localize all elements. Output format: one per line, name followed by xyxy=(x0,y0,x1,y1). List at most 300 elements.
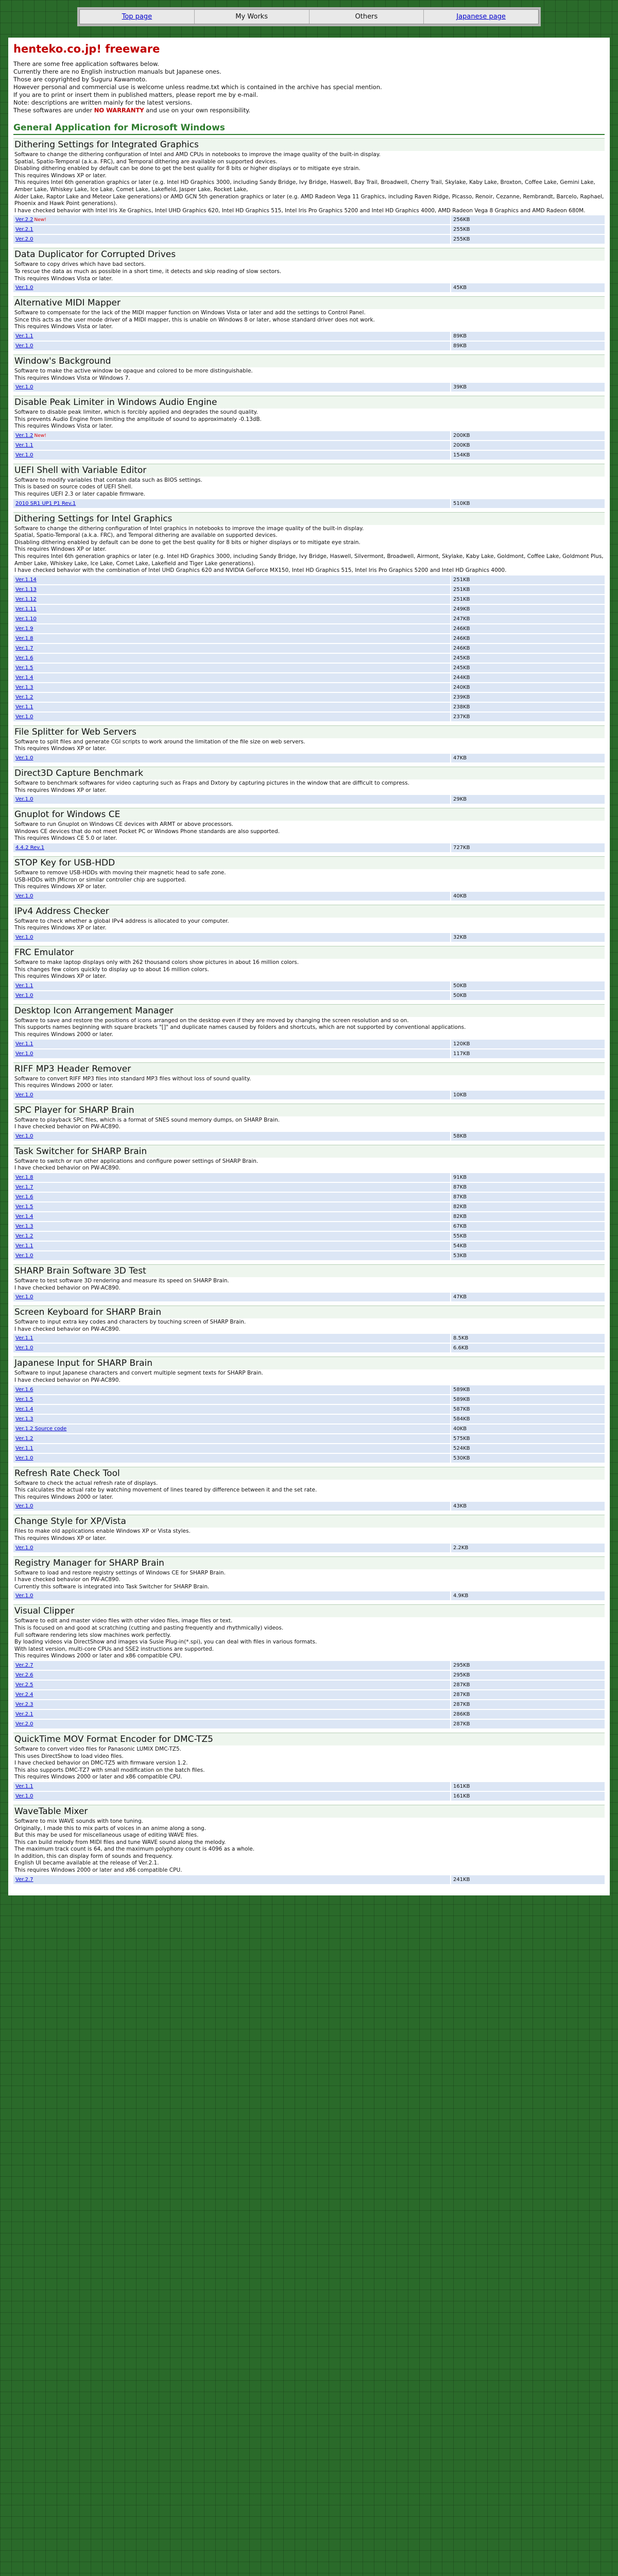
version-download-link[interactable]: Ver.1.14 xyxy=(15,577,37,583)
version-table xyxy=(13,1502,605,1512)
file-size: 246KB xyxy=(451,624,605,634)
app-description-line: Software to convert RIFF MP3 files into standard MP3 files without loss of sound quality. xyxy=(14,1075,251,1082)
version-cell xyxy=(13,843,451,853)
version-cell xyxy=(13,1293,451,1302)
version-row xyxy=(13,1173,605,1182)
app-description xyxy=(14,739,605,753)
version-table xyxy=(13,933,605,943)
version-row xyxy=(13,1791,605,1801)
version-row xyxy=(13,1680,605,1690)
version-cell xyxy=(13,1395,451,1404)
version-download-link[interactable]: Ver.1.0 xyxy=(15,755,33,761)
app-description-line: But this may be used for miscellaneous usage of editing WAVE files. xyxy=(14,1832,199,1839)
version-download-link[interactable]: Ver.1.3 xyxy=(15,1224,33,1230)
version-download-link[interactable]: Ver.1.3 xyxy=(15,684,33,690)
version-download-link[interactable]: Ver.1.0 xyxy=(15,285,33,291)
app-section xyxy=(13,767,605,805)
file-size: 120KB xyxy=(451,1040,605,1049)
app-description-line: This supports names beginning with square brackets "[]" and duplicate names caused by folders and shortcuts, which are not supported by conventional applications. xyxy=(14,1024,466,1031)
file-size: 29KB xyxy=(451,795,605,804)
app-description-line: This requires Windows XP or later. xyxy=(14,172,107,179)
file-size: 249KB xyxy=(451,604,605,614)
version-cell xyxy=(13,1782,451,1791)
app-title: Change Style for XP/Vista xyxy=(13,1515,605,1528)
file-size: 47KB xyxy=(451,1293,605,1302)
version-cell xyxy=(13,1791,451,1801)
version-download-link[interactable]: Ver.1.7 xyxy=(15,1184,33,1191)
app-description-line: This prevents Audio Engine from limiting the amplitude of sound to approximately -0.13dB. xyxy=(14,416,262,422)
version-cell xyxy=(13,1434,451,1444)
version-download-link[interactable]: Ver.1.1 xyxy=(15,1783,33,1789)
app-description-line: This requires Windows XP or later. xyxy=(14,884,107,890)
version-row xyxy=(13,1709,605,1719)
version-cell xyxy=(13,450,451,460)
version-row xyxy=(13,499,605,509)
version-cell xyxy=(13,643,451,653)
app-section xyxy=(13,1145,605,1261)
version-download-link[interactable]: Ver.1.2 xyxy=(15,1233,33,1240)
version-row xyxy=(13,440,605,450)
version-download-link[interactable]: Ver.1.13 xyxy=(15,586,37,592)
version-download-link[interactable]: Ver.1.0 xyxy=(15,1092,33,1098)
app-description-line: Files to make old applications enable Windows XP or Vista styles. xyxy=(14,1528,191,1535)
version-row xyxy=(13,634,605,643)
version-download-link[interactable]: Ver.1.0 xyxy=(15,1294,33,1300)
version-download-link[interactable]: 2010 SR1 UP1 P1 Rev.1 xyxy=(15,500,76,506)
app-description-line: Alder Lake, Raptor Lake and Meteor Lake generations) or AMD GCN 5th generation graphics or later (e.g. AMD Radeon Vega 11 Graphics, including Raven Ridge, Picasso, Renoir, Cezanne, Rembrandt, Barcelo, Raphael, Phoenix and Hawk Point generations). xyxy=(14,193,604,207)
app-section xyxy=(13,296,605,351)
warranty-text-after: and use on your own responsibility. xyxy=(144,107,251,114)
version-row xyxy=(13,585,605,595)
nav-bar xyxy=(79,9,539,24)
version-cell xyxy=(13,712,451,722)
version-row xyxy=(13,683,605,692)
app-section xyxy=(13,512,605,722)
version-download-link[interactable]: Ver.1.5 xyxy=(15,1204,33,1210)
version-cell xyxy=(13,663,451,673)
version-cell xyxy=(13,1591,451,1601)
version-download-link[interactable]: Ver.1.3 xyxy=(15,1416,33,1422)
file-size: 87KB xyxy=(451,1192,605,1202)
version-download-link[interactable]: Ver.2.6 xyxy=(15,1672,33,1678)
version-table xyxy=(13,499,605,509)
file-size: 47KB xyxy=(451,754,605,763)
nav-cell xyxy=(424,10,538,24)
app-description xyxy=(14,1370,605,1384)
app-title: Data Duplicator for Corrupted Drives xyxy=(13,248,605,261)
file-size: 245KB xyxy=(451,663,605,673)
file-size: 255KB xyxy=(451,225,605,234)
new-badge: New! xyxy=(34,433,46,438)
app-description-line: This requires Intel 6th generation graphics or later (e.g. Intel HD Graphics 3000, including Sandy Bridge, Ivy Bridge, Haswell, Bay Trail, Broadwell, Cherry Trail, Skylake, Kaby Lake, Broxton, Coffee Lake, Gemini Lake, Amber Lake, Whiskey Lake, Ice Lake, Comet Lake, Lakefield, Jasper Lake, Rocket Lake, xyxy=(14,179,595,193)
category-heading: General Application for Microsoft Windows xyxy=(13,123,605,135)
app-description-line: This requires UEFI 2.3 or later capable firmware. xyxy=(14,491,145,498)
version-cell xyxy=(13,1424,451,1434)
version-cell xyxy=(13,1343,451,1353)
version-download-link[interactable]: Ver.1.0 xyxy=(15,1050,33,1057)
version-download-link[interactable]: Ver.2.1 xyxy=(15,227,33,233)
file-size: 117KB xyxy=(451,1049,605,1059)
file-size: 575KB xyxy=(451,1434,605,1444)
version-download-link[interactable]: Ver.2.4 xyxy=(15,1691,33,1698)
version-download-link[interactable]: Ver.2.5 xyxy=(15,1682,33,1688)
file-size: 240KB xyxy=(451,683,605,692)
app-title: File Splitter for Web Servers xyxy=(13,725,605,738)
version-row xyxy=(13,1700,605,1709)
version-cell xyxy=(13,1414,451,1424)
version-cell xyxy=(13,1173,451,1182)
version-download-link[interactable]: Ver.1.4 xyxy=(15,1406,33,1412)
version-row xyxy=(13,712,605,722)
version-download-link[interactable]: Ver.1.1 xyxy=(15,1041,33,1047)
file-size: 154KB xyxy=(451,450,605,460)
nav-link-top-page[interactable]: Top page xyxy=(122,13,152,21)
app-title: IPv4 Address Checker xyxy=(13,905,605,918)
app-title: Dithering Settings for Intel Graphics xyxy=(13,512,605,525)
app-title: WaveTable Mixer xyxy=(13,1805,605,1818)
version-cell xyxy=(13,1202,451,1212)
app-description-line: This requires Windows XP or later. xyxy=(14,1535,107,1541)
version-download-link[interactable]: Ver.2.7 xyxy=(15,1876,33,1883)
app-description-line: This requires Windows 2000 or later and x86 compatible CPU. xyxy=(14,1653,182,1659)
version-row xyxy=(13,843,605,853)
version-row xyxy=(13,892,605,901)
version-download-link[interactable]: Ver.1.0 xyxy=(15,1593,33,1599)
version-cell xyxy=(13,215,451,225)
version-cell xyxy=(13,595,451,604)
app-section xyxy=(13,856,605,902)
app-description-line: This changes few colors quickly to display up to about 16 million colors. xyxy=(14,966,209,973)
version-cell xyxy=(13,1690,451,1700)
nav-label-my-works: My Works xyxy=(235,13,268,21)
app-section xyxy=(13,1004,605,1059)
version-download-link[interactable]: Ver.1.1 xyxy=(15,1445,33,1451)
app-description-line: This requires Windows XP or later. xyxy=(14,925,107,931)
app-section xyxy=(13,1104,605,1142)
app-description-line: This uses DirectShow to load video files. xyxy=(14,1753,124,1759)
version-download-link[interactable]: Ver.1.5 xyxy=(15,665,33,671)
app-section xyxy=(13,808,605,853)
app-description-line: English UI became available at the release of Ver.2.1. xyxy=(14,1860,159,1867)
version-download-link[interactable]: Ver.1.8 xyxy=(15,1175,33,1181)
version-row xyxy=(13,1690,605,1700)
version-cell xyxy=(13,892,451,901)
file-size: 245KB xyxy=(451,653,605,663)
app-description-line: In addition, this can display form of sounds and frequency. xyxy=(14,1853,173,1859)
version-download-link[interactable]: Ver.1.0 xyxy=(15,1545,33,1551)
version-table xyxy=(13,1782,605,1802)
app-title: QuickTime MOV Format Encoder for DMC-TZ5 xyxy=(13,1733,605,1745)
version-download-link[interactable]: Ver.1.4 xyxy=(15,674,33,681)
version-row xyxy=(13,1404,605,1414)
file-size: 589KB xyxy=(451,1385,605,1395)
version-cell xyxy=(13,604,451,614)
file-size: 45KB xyxy=(451,283,605,293)
version-row xyxy=(13,1049,605,1059)
version-cell xyxy=(13,234,451,244)
file-size: 246KB xyxy=(451,643,605,653)
version-download-link[interactable]: Ver.1.0 xyxy=(15,1455,33,1461)
app-title: Gnuplot for Windows CE xyxy=(13,808,605,821)
version-row xyxy=(13,1222,605,1231)
version-download-link[interactable]: Ver.1.1 xyxy=(15,333,33,339)
version-table xyxy=(13,575,605,722)
version-download-link[interactable]: Ver.1.0 xyxy=(15,1253,33,1259)
version-download-link[interactable]: Ver.1.0 xyxy=(15,384,33,391)
version-table xyxy=(13,1132,605,1142)
version-download-link[interactable]: 4.4.2 Rev.1 xyxy=(15,844,44,851)
file-size: 247KB xyxy=(451,614,605,624)
version-cell xyxy=(13,383,451,392)
app-description xyxy=(14,261,605,282)
version-row xyxy=(13,341,605,351)
version-cell xyxy=(13,1241,451,1251)
version-row xyxy=(13,1444,605,1453)
app-section xyxy=(13,1604,605,1730)
version-cell xyxy=(13,1212,451,1222)
version-cell xyxy=(13,1444,451,1453)
version-cell xyxy=(13,634,451,643)
version-download-link[interactable]: Ver.1.7 xyxy=(15,645,33,651)
version-row xyxy=(13,1212,605,1222)
app-title: RIFF MP3 Header Remover xyxy=(13,1062,605,1075)
version-cell xyxy=(13,702,451,712)
app-section xyxy=(13,905,605,943)
version-cell xyxy=(13,653,451,663)
version-cell xyxy=(13,1453,451,1463)
app-description-line: This is based on source codes of UEFI Shell. xyxy=(14,484,133,490)
version-cell xyxy=(13,673,451,683)
nav-link-japanese-page[interactable]: Japanese page xyxy=(456,13,506,21)
app-description-line: Software to benchmark softwares for video capturing such as Fraps and Dxtory by capturing pictures in the window that are difficult to compress. xyxy=(14,780,409,786)
file-size: 295KB xyxy=(451,1670,605,1680)
app-description xyxy=(14,310,605,331)
version-download-link[interactable]: Ver.2.3 xyxy=(15,1701,33,1707)
version-download-link[interactable]: Ver.1.5 xyxy=(15,1396,33,1402)
version-download-link[interactable]: Ver.2.0 xyxy=(15,1721,33,1727)
version-row xyxy=(13,383,605,392)
version-download-link[interactable]: Ver.1.0 xyxy=(15,992,33,998)
version-row xyxy=(13,1182,605,1192)
version-download-link[interactable]: Ver.1.4 xyxy=(15,1214,33,1220)
version-download-link[interactable]: Ver.1.0 xyxy=(15,893,33,899)
file-size: 246KB xyxy=(451,634,605,643)
app-section xyxy=(13,354,605,393)
version-download-link[interactable]: Ver.1.2 xyxy=(15,1435,33,1442)
version-row xyxy=(13,1434,605,1444)
app-description-line: I have checked behavior on PW-AC890. xyxy=(14,1377,121,1384)
version-cell xyxy=(13,1049,451,1059)
version-download-link[interactable]: Ver.1.0 xyxy=(15,1133,33,1139)
app-description xyxy=(14,1117,605,1131)
file-size: 251KB xyxy=(451,575,605,585)
version-row xyxy=(13,595,605,604)
app-description xyxy=(14,1158,605,1172)
version-download-link[interactable]: Ver.1.0 xyxy=(15,1503,33,1510)
version-download-link[interactable]: Ver.1.1 xyxy=(15,1243,33,1249)
app-description-line: This requires Windows Vista or later. xyxy=(14,275,113,282)
file-size: 287KB xyxy=(451,1719,605,1729)
version-download-link[interactable]: Ver.2.7 xyxy=(15,1662,33,1668)
intro-line: Currently there are no English instruction manuals but Japanese ones. xyxy=(13,68,221,75)
version-cell xyxy=(13,1709,451,1719)
app-title: Screen Keyboard for SHARP Brain xyxy=(13,1306,605,1318)
app-section xyxy=(13,1357,605,1463)
app-section xyxy=(13,1805,605,1885)
version-download-link[interactable]: Ver.1.0 xyxy=(15,452,33,458)
intro-line: If you are to print or insert them in published matters, please report me by e-mail. xyxy=(13,91,259,98)
version-table xyxy=(13,981,605,1001)
version-cell xyxy=(13,1404,451,1414)
file-size: 524KB xyxy=(451,1444,605,1453)
app-description xyxy=(14,821,605,842)
version-download-link[interactable]: Ver.1.0 xyxy=(15,1793,33,1799)
version-table xyxy=(13,1334,605,1353)
version-download-link[interactable]: Ver.1.0 xyxy=(15,714,33,720)
version-download-link[interactable]: Ver.1.9 xyxy=(15,625,33,632)
version-cell xyxy=(13,1182,451,1192)
version-download-link[interactable]: Ver.1.6 xyxy=(15,1386,33,1393)
version-row xyxy=(13,1424,605,1434)
version-row xyxy=(13,431,605,440)
file-size: 10KB xyxy=(451,1091,605,1100)
file-size: 50KB xyxy=(451,981,605,991)
version-cell xyxy=(13,1661,451,1670)
app-description-line: Spatial, Spatio-Temporal (a.k.a. FRC), and Temporal dithering are available on supported devices. xyxy=(14,158,278,165)
app-title: Desktop Icon Arrangement Manager xyxy=(13,1004,605,1017)
file-size: 89KB xyxy=(451,341,605,351)
version-cell xyxy=(13,624,451,634)
app-title: Direct3D Capture Benchmark xyxy=(13,767,605,779)
file-size: 200KB xyxy=(451,440,605,450)
app-description-line: This requires Windows XP or later. xyxy=(14,546,107,553)
app-description-line: Software to input extra key codes and characters by touching screen of SHARP Brain. xyxy=(14,1319,246,1326)
version-cell xyxy=(13,585,451,595)
file-size: 54KB xyxy=(451,1241,605,1251)
version-download-link[interactable]: Ver.2.1 xyxy=(15,1711,33,1717)
app-description-line: This requires Windows Vista or Windows 7. xyxy=(14,375,130,381)
version-download-link[interactable]: Ver.1.2 Source code xyxy=(15,1426,67,1432)
app-title: Task Switcher for SHARP Brain xyxy=(13,1145,605,1158)
app-description-line: Software to check the actual refresh rate of displays. xyxy=(14,1480,158,1486)
file-size: 40KB xyxy=(451,892,605,901)
version-table xyxy=(13,431,605,461)
version-row xyxy=(13,332,605,341)
version-cell xyxy=(13,1334,451,1343)
file-size: 255KB xyxy=(451,234,605,244)
app-description-line: To rescue the data as much as possible in a short time, it detects and skip reading of slow sectors. xyxy=(14,268,282,275)
file-size: 287KB xyxy=(451,1680,605,1690)
app-description-line: This requires Windows XP or later. xyxy=(14,973,107,980)
version-cell xyxy=(13,683,451,692)
version-download-link[interactable]: Ver.1.0 xyxy=(15,934,33,940)
version-cell xyxy=(13,1231,451,1241)
version-cell xyxy=(13,754,451,763)
version-row xyxy=(13,933,605,942)
app-description-line: I have checked behavior on PW-AC890. xyxy=(14,1124,121,1130)
app-description-line: This requires Windows Vista or later. xyxy=(14,324,113,330)
file-size: 241KB xyxy=(451,1875,605,1885)
version-download-link[interactable]: Ver.1.1 xyxy=(15,442,33,448)
version-row xyxy=(13,1293,605,1302)
version-download-link[interactable]: Ver.1.6 xyxy=(15,655,33,661)
version-download-link[interactable]: Ver.1.0 xyxy=(15,796,33,803)
file-size: 39KB xyxy=(451,383,605,392)
app-description xyxy=(14,1480,605,1501)
version-download-link[interactable]: Ver.1.11 xyxy=(15,606,37,612)
version-row xyxy=(13,225,605,234)
site-title: henteko.co.jp! freeware xyxy=(13,43,160,55)
version-cell xyxy=(13,341,451,351)
version-row xyxy=(13,673,605,683)
version-download-link[interactable]: Ver.1.8 xyxy=(15,635,33,641)
file-size: 244KB xyxy=(451,673,605,683)
version-row xyxy=(13,575,605,585)
version-download-link[interactable]: Ver.1.1 xyxy=(15,1335,33,1342)
version-download-link[interactable]: Ver.1.0 xyxy=(15,343,33,349)
version-row xyxy=(13,234,605,244)
intro-text xyxy=(13,60,605,107)
app-description xyxy=(14,409,605,430)
version-row xyxy=(13,795,605,804)
version-row xyxy=(13,1334,605,1343)
file-size: 89KB xyxy=(451,332,605,341)
version-download-link[interactable]: Ver.1.12 xyxy=(15,596,37,602)
app-description-line: This also supports DMC-TZ7 with small modification on the batch files. xyxy=(14,1767,205,1773)
version-row xyxy=(13,1782,605,1791)
version-row xyxy=(13,1591,605,1601)
version-download-link[interactable]: Ver.1.2 xyxy=(15,432,33,438)
app-section xyxy=(13,138,605,245)
app-description-line: Software to load and restore registry settings of Windows CE for SHARP Brain. xyxy=(14,1569,226,1576)
app-description-line: This requires Windows CE 5.0 or later. xyxy=(14,835,117,842)
version-download-link[interactable]: Ver.1.1 xyxy=(15,704,33,710)
app-description-line: I have checked behavior with the combination of Intel UHD Graphics 620 and NVIDIA GeForce MX150, Intel HD Graphics 515, Intel Iris Pro Graphics 5200 and Intel HD Graphics 4000. xyxy=(14,567,507,574)
app-title: Registry Manager for SHARP Brain xyxy=(13,1556,605,1569)
version-download-link[interactable]: Ver.1.6 xyxy=(15,1194,33,1200)
version-download-link[interactable]: Ver.1.1 xyxy=(15,982,33,989)
app-description-line: Spatial, Spatio-Temporal (a.k.a. FRC), and Temporal dithering are available on supported devices. xyxy=(14,532,278,539)
version-download-link[interactable]: Ver.2.2 xyxy=(15,217,33,223)
file-size: 584KB xyxy=(451,1414,605,1424)
version-row xyxy=(13,1343,605,1353)
version-cell xyxy=(13,1502,451,1511)
version-cell xyxy=(13,981,451,991)
version-download-link[interactable]: Ver.1.10 xyxy=(15,616,37,622)
file-size: 239KB xyxy=(451,692,605,702)
app-description xyxy=(14,1528,605,1542)
app-description-line: This requires Windows XP or later. xyxy=(14,745,107,752)
version-download-link[interactable]: Ver.1.2 xyxy=(15,694,33,700)
app-title: STOP Key for USB-HDD xyxy=(13,856,605,869)
app-description xyxy=(14,477,605,498)
file-size: 287KB xyxy=(451,1690,605,1700)
app-description xyxy=(14,959,605,980)
app-description-line: This requires Windows XP or later. xyxy=(14,787,107,793)
app-description xyxy=(14,1746,605,1781)
nav-cell xyxy=(195,10,310,24)
version-row xyxy=(13,1414,605,1424)
app-description-line: I have checked behavior with Intel Iris Xe Graphics, Intel UHD Graphics 620, Intel HD Graphics 515, Intel Iris Pro Graphics 5200 and Intel HD Graphics 4000, AMD Radeon Vega 8 Graphics and AMD Radeon 680M. xyxy=(14,207,586,214)
app-description-line: Originally, I made this to mix parts of voices in an anime along a song. xyxy=(14,1825,207,1832)
version-cell xyxy=(13,1192,451,1202)
version-download-link[interactable]: Ver.1.0 xyxy=(15,1345,33,1351)
version-table xyxy=(13,1661,605,1730)
app-description-line: Currently this software is integrated into Task Switcher for SHARP Brain. xyxy=(14,1583,210,1590)
version-download-link[interactable]: Ver.2.0 xyxy=(15,236,33,243)
app-description xyxy=(14,1278,605,1292)
file-size: 8.5KB xyxy=(451,1334,605,1343)
